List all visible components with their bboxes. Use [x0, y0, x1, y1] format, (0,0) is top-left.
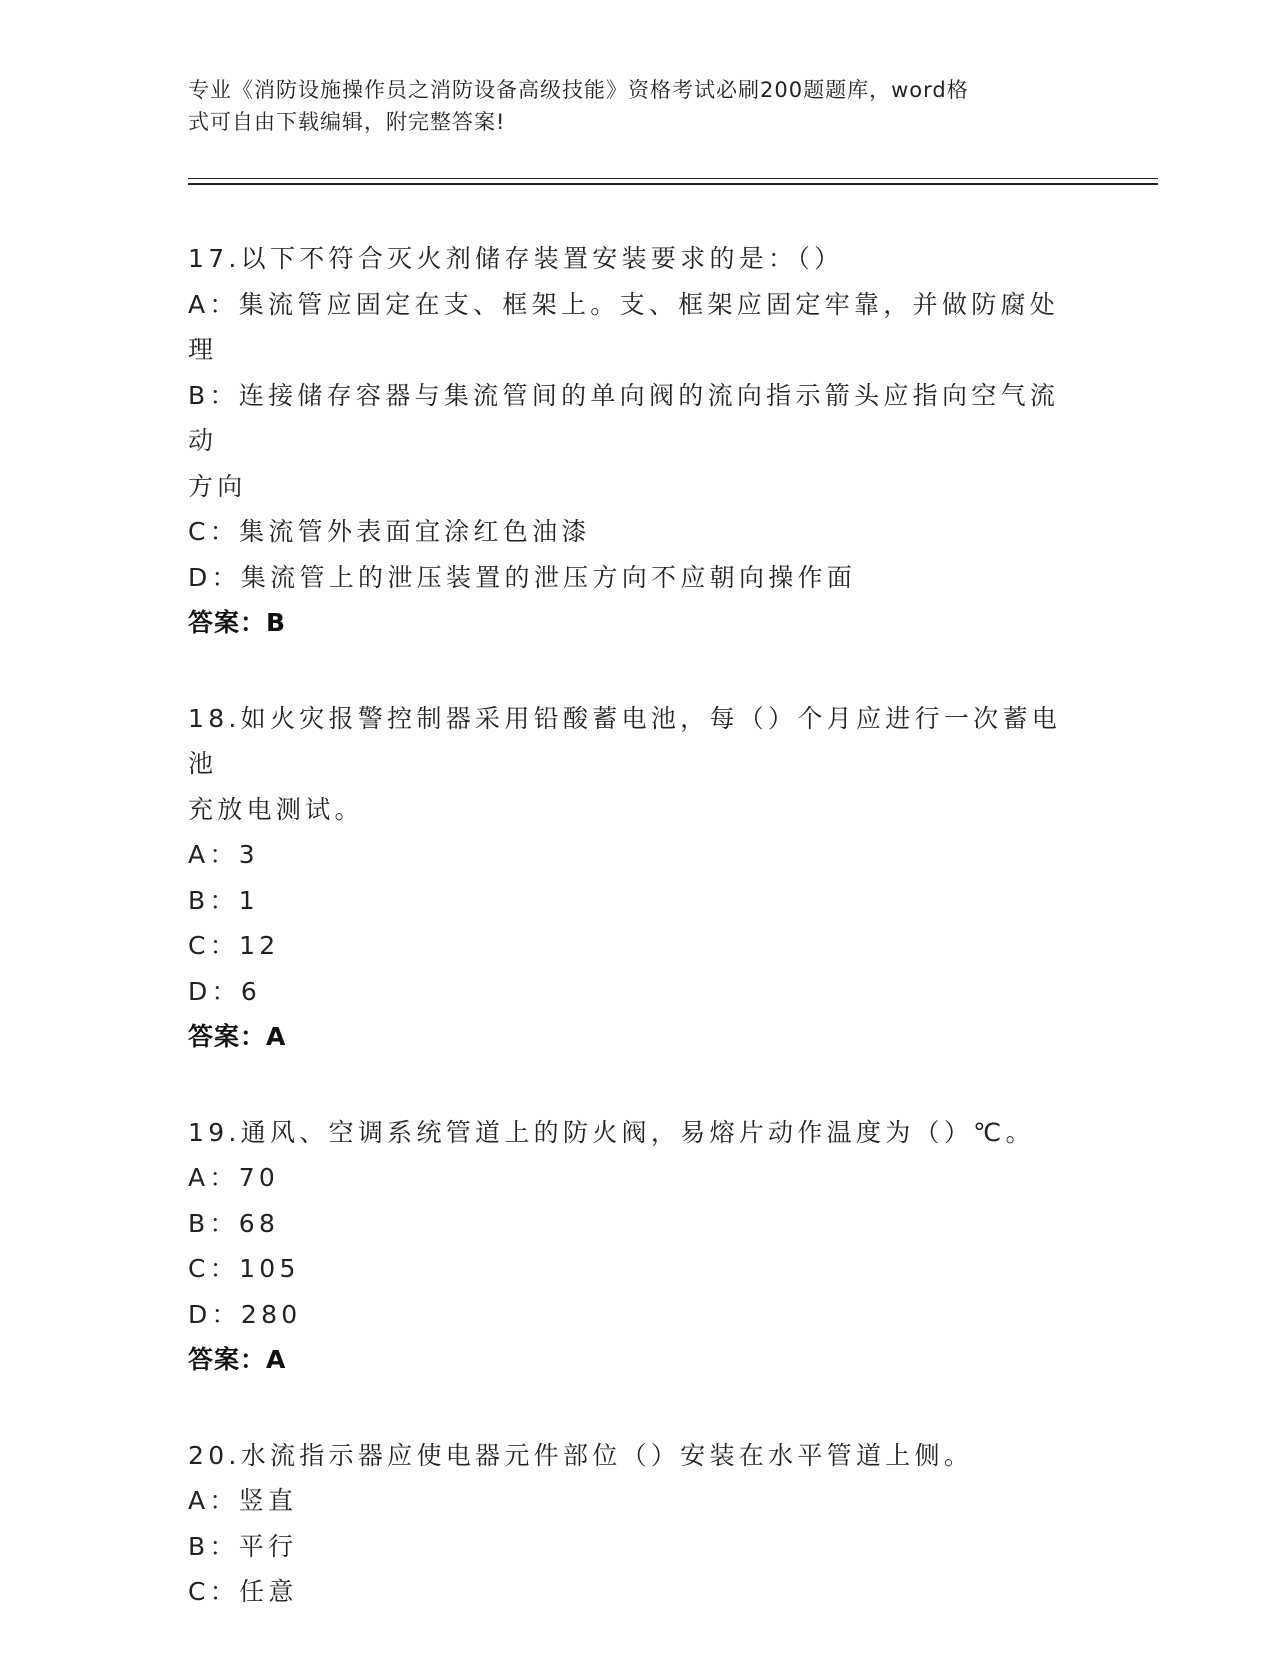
option-key: A：: [188, 1486, 239, 1515]
answer-option: [188, 1478, 1088, 1524]
option-key: A：: [188, 1163, 239, 1192]
answer-option: [188, 464, 1088, 510]
answer-key: 答案：A: [188, 1345, 287, 1374]
option-text: 12: [239, 931, 280, 960]
answer-option: [188, 555, 1088, 601]
answer-option: [188, 878, 1088, 924]
header-rule-thin: [188, 178, 1158, 179]
answer-option: [188, 923, 1088, 969]
option-key: C：: [188, 1577, 240, 1606]
option-key: C：: [188, 1254, 240, 1283]
option-key: B：: [188, 885, 239, 915]
answer-option: [188, 1246, 1088, 1292]
option-key: B：: [188, 380, 239, 410]
option-text: 280: [240, 1299, 302, 1329]
option-text: 集流管上的泄压装置的泄压方向不应朝向操作面: [240, 562, 857, 592]
option-key: A：: [188, 840, 239, 869]
question-block: [188, 696, 1088, 1060]
option-text: 方向: [188, 471, 247, 501]
option-text: 集流管外表面宜涂红色油漆: [239, 517, 591, 546]
question-stem: 充放电测试。: [188, 794, 364, 824]
question-block: [188, 1110, 1088, 1383]
option-text: 竖直: [238, 1486, 298, 1515]
answer-option: [188, 1569, 1088, 1615]
option-text: 105: [239, 1254, 300, 1283]
option-key: C：: [188, 931, 240, 960]
option-key: B：: [188, 1208, 239, 1238]
answer-option: [188, 1201, 1088, 1247]
question-stem: 19.通风、空调系统管道上的防火阀，易熔片动作温度为（）℃。: [188, 1117, 1035, 1147]
answer-option: [188, 1524, 1088, 1570]
header-line-2: 式可自由下载编辑，附完整答案!: [188, 110, 506, 134]
answer-option: [188, 832, 1088, 878]
answer-option: [188, 282, 1088, 373]
option-key: D：: [188, 1299, 241, 1329]
answer-key: 答案：A: [188, 1022, 287, 1051]
option-text: 集流管应固定在支、框架上。支、框架应固定牢靠，并做防腐处理: [188, 289, 1060, 364]
answer-option: [188, 969, 1088, 1015]
answer-key: 答案：B: [188, 608, 287, 637]
question-list: [188, 236, 1088, 1665]
option-text: 3: [238, 840, 259, 869]
question-block: [188, 236, 1088, 646]
option-text: 1: [238, 885, 259, 915]
option-text: 连接储存容器与集流管间的单向阀的流向指示箭头应指向空气流动: [188, 380, 1060, 455]
option-text: 70: [238, 1163, 280, 1192]
option-key: D：: [188, 976, 241, 1006]
header-line-1: 专业《消防设施操作员之消防设备高级技能》资格考试必刷200题题库，word格: [188, 78, 969, 102]
option-key: C：: [188, 517, 240, 546]
option-text: 平行: [238, 1531, 298, 1561]
option-key: D：: [188, 562, 241, 592]
header-rule-thick: [188, 183, 1158, 185]
question-block: [188, 1433, 1088, 1615]
question-stem: 17.以下不符合灭火剂储存装置安装要求的是：（）: [188, 244, 844, 273]
option-text: 6: [240, 976, 262, 1006]
question-stem: 20.水流指示器应使电器元件部位（）安装在水平管道上侧。: [188, 1440, 974, 1470]
answer-option: [188, 509, 1088, 555]
answer-option: [188, 373, 1088, 464]
option-text: 任意: [239, 1577, 298, 1606]
document-header: [188, 74, 1068, 138]
option-text: 68: [238, 1208, 280, 1238]
question-stem: 18.如火灾报警控制器采用铅酸蓄电池，每（）个月应进行一次蓄电池: [188, 703, 1062, 778]
answer-option: [188, 1155, 1088, 1201]
option-key: A：: [188, 289, 239, 319]
option-key: B：: [188, 1531, 239, 1561]
answer-option: [188, 1292, 1088, 1338]
